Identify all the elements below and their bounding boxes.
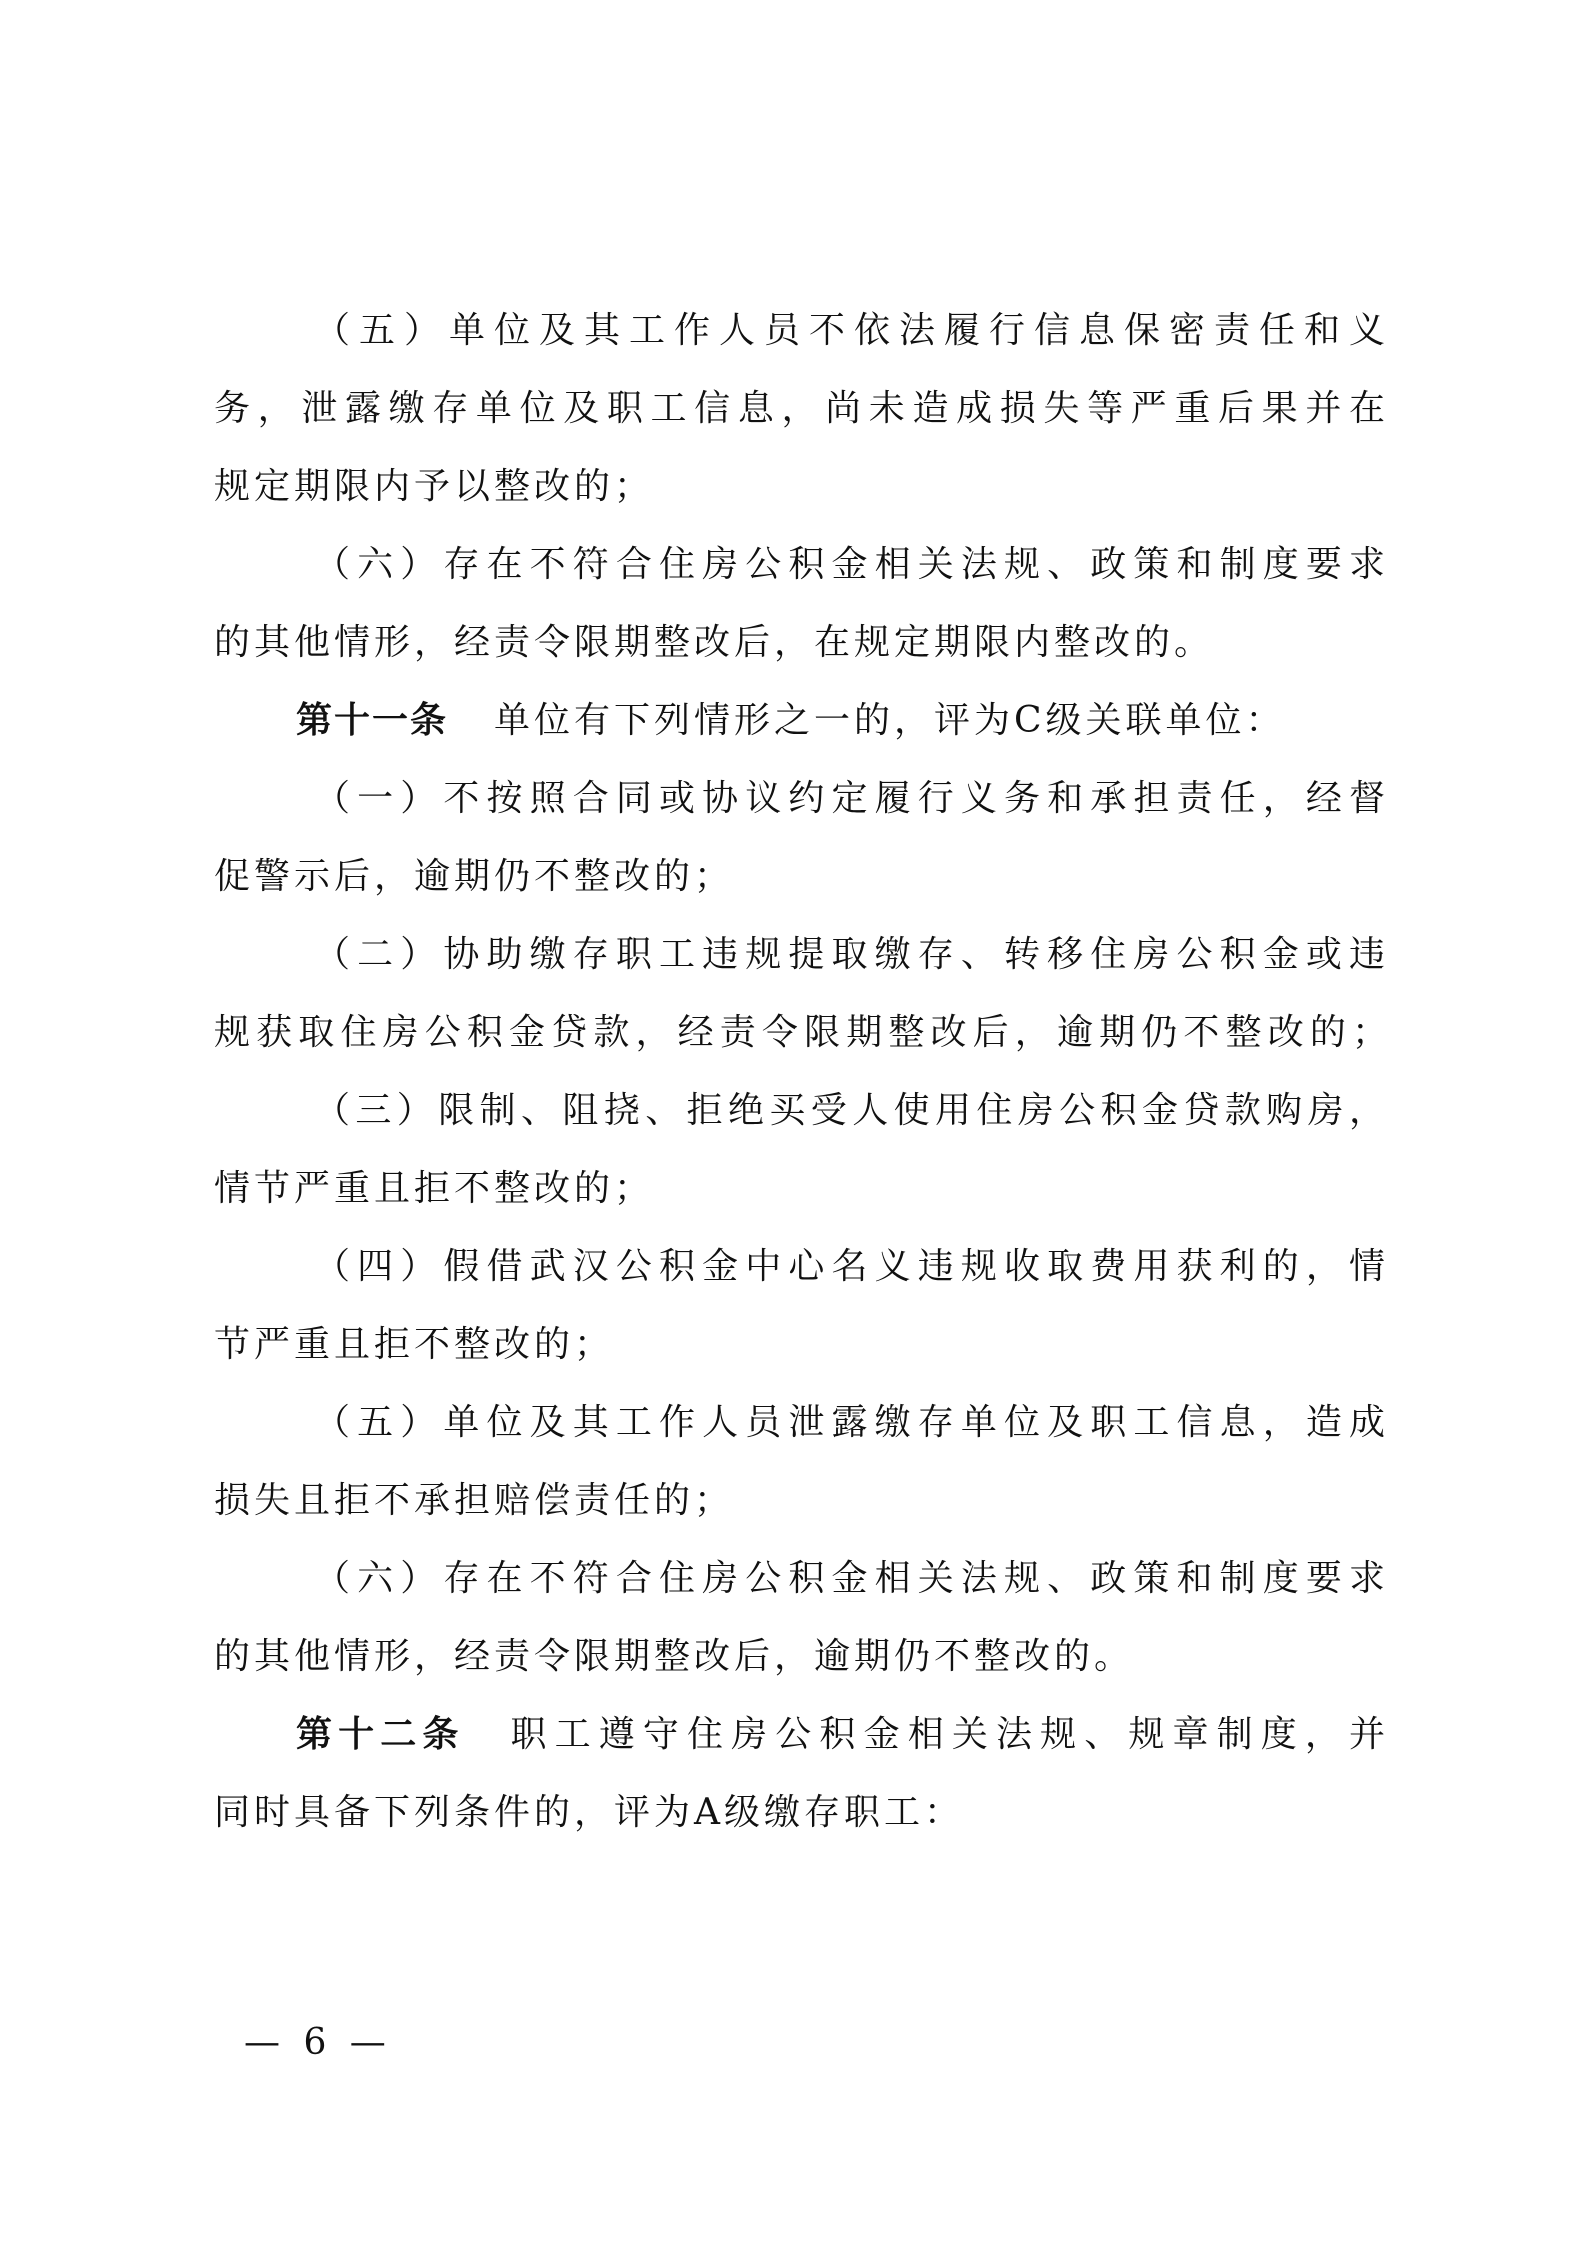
paragraph-line: 的其他情形，经责令限期整改后，在规定期限内整改的。 [214, 622, 1215, 663]
paragraph-line: 的其他情形，经责令限期整改后，逾期仍不整改的。 [214, 1636, 1135, 1677]
article-text: 职工遵守住房公积金相关法规、规章制度，并 [510, 1714, 1389, 1755]
paragraph-line: 情节严重且拒不整改的； [214, 1168, 655, 1209]
article-heading-line [214, 682, 1389, 760]
article-heading-line [214, 1696, 1389, 1774]
paragraph-line: （五）单位及其工作人员泄露缴存单位及职工信息，造成 [314, 1402, 1389, 1443]
page-number: — 6 — [244, 2022, 392, 2063]
paragraph-line: （六）存在不符合住房公积金相关法规、政策和制度要求 [314, 1558, 1389, 1599]
paragraph-line: 节严重且拒不整改的； [214, 1324, 615, 1365]
paragraph-line: （四）假借武汉公积金中心名义违规收取费用获利的，情 [314, 1246, 1389, 1287]
article-text: 单位有下列情形之一的，评为C级关联单位： [494, 700, 1286, 741]
paragraph-line: （二）协助缴存职工违规提取缴存、转移住房公积金或违 [314, 934, 1389, 975]
article-number: 第十二条 [296, 1714, 465, 1755]
paragraph-line: （一）不按照合同或协议约定履行义务和承担责任，经督 [314, 778, 1389, 819]
paragraph-line: （六）存在不符合住房公积金相关法规、政策和制度要求 [314, 544, 1389, 585]
paragraph-line: 规获取住房公积金贷款，经责令限期整改后，逾期仍不整改的； [214, 1012, 1389, 1053]
paragraph-line: 同时具备下列条件的，评为A级缴存职工： [214, 1792, 964, 1833]
paragraph-line: 促警示后，逾期仍不整改的； [214, 856, 735, 897]
paragraph-line: （五）单位及其工作人员不依法履行信息保密责任和义 [314, 310, 1389, 351]
article-number: 第十一条 [296, 700, 449, 741]
paragraph-line: 损失且拒不承担赔偿责任的； [214, 1480, 735, 1521]
paragraph-line: （三）限制、阻挠、拒绝买受人使用住房公积金贷款购房， [314, 1090, 1389, 1131]
paragraph-line: 规定期限内予以整改的； [214, 466, 655, 507]
body-text [214, 292, 1389, 1852]
paragraph-line: 务，泄露缴存单位及职工信息，尚未造成损失等严重后果并在 [214, 388, 1389, 429]
